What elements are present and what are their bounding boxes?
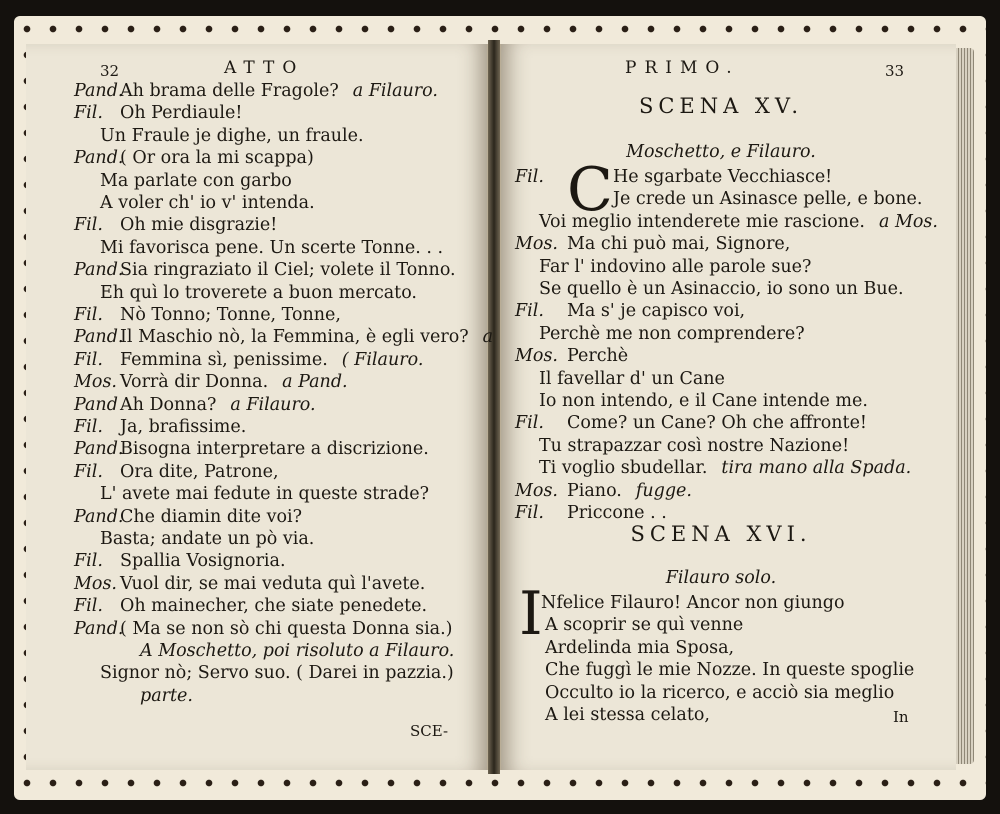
- line-text: Femmina sì, penissime.: [120, 349, 328, 370]
- line-text: Ja, brafissime.: [120, 417, 247, 437]
- line-text: Che fuggì le mie Nozze. In queste spoglie: [545, 660, 915, 681]
- text-line: [501, 188, 956, 210]
- line-text: Je crede un Asinasce pelle, e bone.: [613, 189, 923, 210]
- text-line: [26, 326, 494, 348]
- text-line: [501, 166, 956, 188]
- line-text: Occulto io la ricerco, e acciò sia meglio: [545, 682, 895, 703]
- text-line: [26, 483, 487, 505]
- text-line: [26, 170, 487, 192]
- line-text: Un Fraule je dighe, un fraule.: [100, 125, 364, 146]
- text-line: [26, 349, 487, 371]
- dropcap-i: I: [519, 579, 543, 649]
- text-line: [501, 233, 956, 255]
- scene-characters-16: Filauro solo.: [665, 568, 777, 588]
- text-line: [501, 412, 956, 434]
- stage-direction: a Filauro.: [352, 81, 438, 101]
- page-number-right: 33: [885, 62, 905, 80]
- line-text: Ardelinda mia Sposa,: [545, 637, 735, 658]
- text-line: [501, 256, 956, 278]
- speaker-label: Fil.: [515, 167, 544, 187]
- line-text: Voi meglio intenderete mie rascione.: [539, 211, 865, 232]
- speaker-label: Fil.: [515, 503, 544, 523]
- text-line: [501, 592, 956, 614]
- line-text: Ah brama delle Fragole?: [120, 81, 339, 101]
- text-line: [26, 102, 487, 124]
- text-line: [26, 304, 487, 326]
- line-text: Eh quì lo troverete a buon mercato.: [100, 282, 417, 303]
- line-text: A lei stessa celato,: [545, 705, 710, 725]
- line-text: Vuol dir, se mai veduta quì l'avete.: [120, 573, 426, 594]
- text-line: [26, 618, 487, 640]
- page-number-left: 32: [100, 62, 120, 80]
- text-line: [501, 704, 956, 726]
- stage-direction: a: [482, 327, 494, 348]
- text-line: [501, 345, 956, 367]
- book-gutter: [488, 40, 500, 774]
- text-line: [26, 147, 487, 169]
- line-text: Oh Perdiaule!: [120, 103, 243, 124]
- speaker-label: Fil.: [74, 305, 103, 325]
- text-line: [501, 368, 956, 390]
- line-text: Bisogna interpretare a discrizione.: [120, 439, 429, 460]
- right-page: [500, 44, 956, 770]
- speaker-label: Fil.: [74, 461, 103, 482]
- line-text: Ma s' je capisco voi,: [567, 301, 746, 322]
- speaker-label: Pand.: [74, 327, 124, 348]
- speaker-label: Fil.: [515, 413, 544, 434]
- line-text: Far l' indovino alle parole sue?: [539, 256, 812, 277]
- line-text: Piano.: [567, 480, 622, 501]
- running-head-right: PRIMO.: [625, 58, 740, 78]
- text-line: [26, 461, 487, 483]
- speaker-label: Fil.: [74, 417, 103, 437]
- stage-direction: ( Filauro.: [341, 349, 424, 370]
- speaker-label: Mos.: [515, 234, 558, 255]
- text-line: [501, 502, 956, 524]
- text-line: [26, 394, 487, 416]
- catchword-left: SCE-: [410, 722, 449, 740]
- page-edges: [956, 48, 974, 764]
- line-text: Sia ringraziato il Ciel; volete il Tonno.: [120, 260, 456, 281]
- line-text: Ora dite, Patrone,: [120, 461, 279, 482]
- line-text: A voler ch' io v' intenda.: [100, 193, 315, 213]
- text-line: [26, 282, 487, 304]
- line-text: Vorrà dir Donna.: [120, 372, 269, 393]
- line-text: Ti voglio sbudellar.: [539, 458, 708, 479]
- text-line: [501, 614, 956, 636]
- text-line: [26, 595, 487, 617]
- dropcap-c: C: [567, 155, 613, 225]
- text-line: [501, 300, 956, 322]
- text-line: [26, 550, 487, 572]
- scene-title-15: SCENA XV.: [638, 94, 804, 118]
- scene-title-16: SCENA XVI.: [630, 522, 812, 546]
- text-line: [26, 416, 487, 438]
- line-text: Ma parlate con garbo: [100, 170, 292, 191]
- line-text: Oh mainecher, che siate penedete.: [120, 596, 428, 617]
- stage-direction: a Filauro.: [230, 394, 316, 415]
- text-line: [501, 278, 956, 300]
- text-line: [26, 662, 487, 684]
- stage-direction: parte.: [140, 685, 193, 706]
- line-text: Perchè me non comprendere?: [539, 323, 805, 344]
- text-line: [26, 528, 487, 550]
- line-text: Oh mie disgrazie!: [120, 215, 278, 236]
- speaker-label: Mos.: [74, 372, 117, 393]
- text-line: [501, 637, 956, 659]
- stage-direction: A Moschetto, poi risoluto a Filauro.: [140, 641, 455, 661]
- left-page: [26, 44, 494, 770]
- stage-direction: fugge.: [635, 480, 692, 501]
- stage-direction: tira mano alla Spada.: [721, 458, 912, 479]
- line-text: He sgarbate Vecchiasce!: [613, 167, 833, 187]
- line-text: Io non intendo, e il Cane intende me.: [539, 391, 868, 411]
- line-text: Nò Tonno; Tonne, Tonne,: [120, 305, 341, 325]
- stage-direction: a Mos.: [878, 211, 938, 232]
- line-text: Se quello è un Asinaccio, io sono un Bue.: [539, 279, 904, 299]
- text-line: [26, 259, 487, 281]
- scene-characters-15: Moschetto, e Filauro.: [626, 142, 816, 162]
- stage-direction: a Pand.: [282, 372, 348, 393]
- text-line: [26, 685, 487, 707]
- text-line: [501, 211, 956, 233]
- text-line: [501, 323, 956, 345]
- text-line: [501, 682, 956, 704]
- running-head-left: ATTO: [224, 58, 305, 78]
- speaker-label: Fil.: [515, 301, 544, 322]
- text-line: [501, 435, 956, 457]
- line-text: Signor nò; Servo suo. ( Darei in pazzia.): [100, 663, 454, 684]
- line-text: ( Ma se non sò chi questa Donna sia.): [120, 618, 453, 639]
- line-text: Basta; andate un pò via.: [100, 529, 315, 549]
- speaker-label: Pand.: [74, 148, 124, 169]
- line-text: Il Maschio nò, la Femmina, è egli vero?: [120, 327, 469, 348]
- speaker-label: Fil.: [74, 596, 103, 617]
- text-line: [501, 480, 956, 502]
- speaker-label: Fil.: [74, 349, 103, 370]
- speaker-label: Fil.: [74, 551, 103, 572]
- text-line: [26, 573, 487, 595]
- catchword-right: In: [893, 708, 909, 726]
- speaker-label: Fil.: [74, 215, 103, 236]
- line-text: Che diamin dite voi?: [120, 506, 302, 527]
- text-line: [26, 125, 487, 147]
- speaker-label: Mos.: [74, 573, 117, 594]
- line-text: A scoprir se quì venne: [545, 615, 744, 636]
- text-line: [26, 80, 487, 102]
- line-text: Tu strapazzar così nostre Nazione!: [539, 435, 850, 456]
- speaker-label: Pand.: [74, 618, 124, 639]
- text-line: [26, 640, 487, 662]
- text-line: [26, 506, 487, 528]
- line-text: Perchè: [567, 346, 629, 367]
- text-line: [501, 457, 956, 479]
- line-text: Ma chi può mai, Signore,: [567, 234, 791, 255]
- speaker-label: Pand.: [74, 260, 124, 281]
- line-text: Come? un Cane? Oh che affronte!: [567, 413, 867, 434]
- speaker-label: Pand.: [74, 81, 124, 101]
- speaker-label: Mos.: [515, 480, 558, 501]
- speaker-label: Mos.: [515, 346, 558, 367]
- speaker-label: Pand.: [74, 506, 124, 527]
- line-text: Mi favorisca pene. Un scerte Tonne. . .: [100, 237, 444, 258]
- text-line: [26, 438, 487, 460]
- line-text: Spallia Vosignoria.: [120, 551, 286, 572]
- speaker-label: Fil.: [74, 103, 103, 124]
- line-text: Nfelice Filauro! Ancor non giungo: [541, 593, 845, 613]
- line-text: L' avete mai fedute in queste strade?: [100, 484, 430, 505]
- line-text: ( Or ora la mi scappa): [120, 148, 314, 169]
- text-line: [26, 237, 487, 259]
- speaker-label: Pand: [74, 394, 118, 415]
- line-text: Il favellar d' un Cane: [539, 368, 725, 389]
- text-line: [26, 214, 487, 236]
- text-line: [26, 192, 487, 214]
- text-line: [501, 390, 956, 412]
- line-text: Priccone . .: [567, 503, 667, 523]
- text-line: [26, 371, 487, 393]
- text-line: [501, 659, 956, 681]
- speaker-label: Pand.: [74, 439, 124, 460]
- line-text: Ah Donna?: [120, 394, 217, 415]
